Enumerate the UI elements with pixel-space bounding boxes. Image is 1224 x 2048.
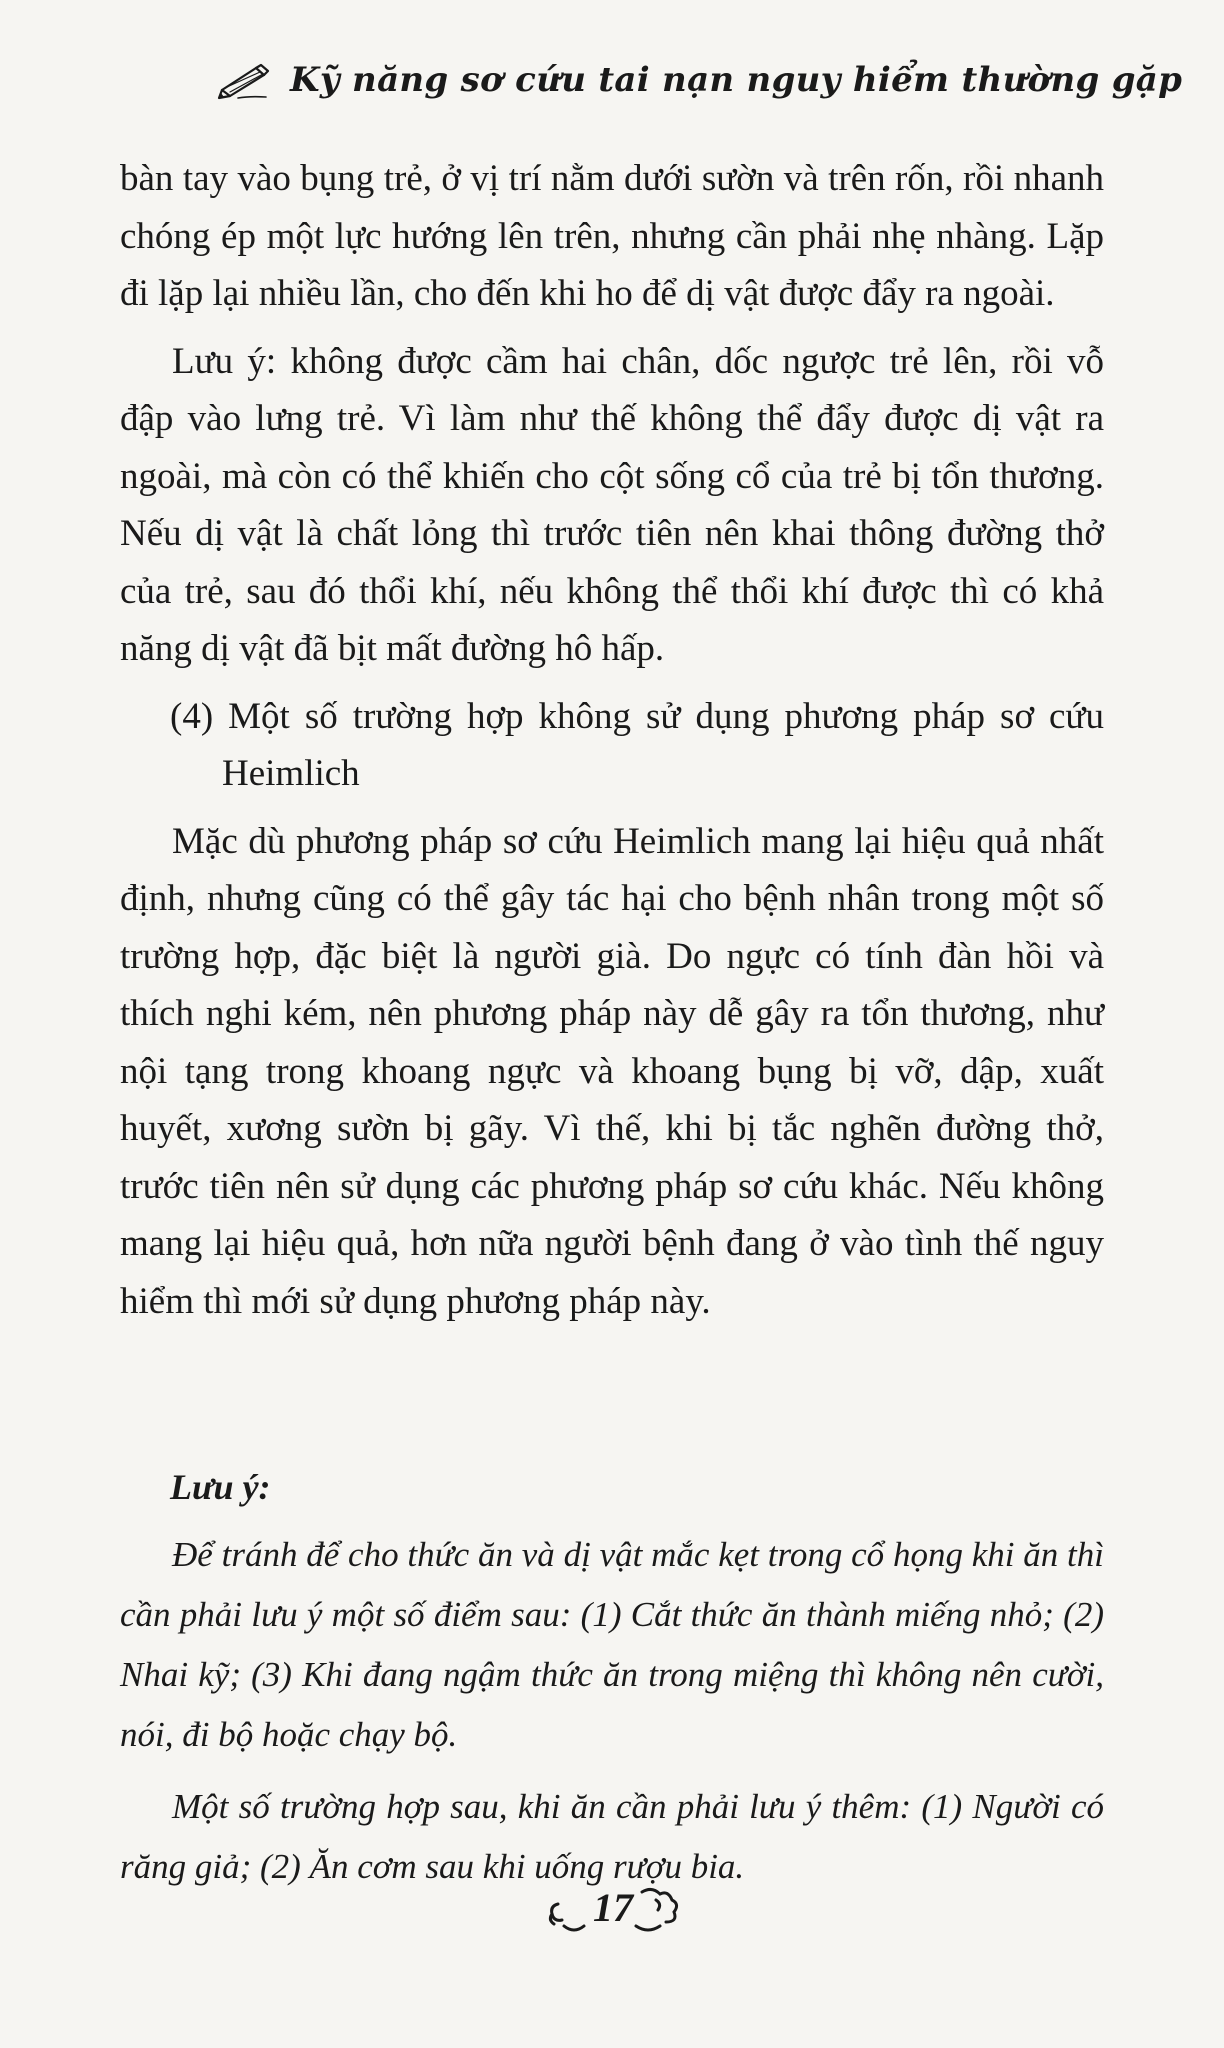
paragraph: Mặc dù phương pháp sơ cứu Heimlich mang lại hiệu quả nhất định, nhưng cũng có thể gây tác hại cho bệnh nhân trong một số trường hợp, đặc biệt là người già. Do ngực có tính đàn hồi và thích nghi kém, nên phương pháp này dễ gây ra tổn thương, như nội tạng trong khoang ngực và khoang bụng bị vỡ, dập, xuất huyết, xương sườn bị gãy. Vì thế, khi bị tắc nghẽn đường thở, trước tiên nên sử dụng các phương pháp sơ cứu khác. Nếu không mang lại hiệu quả, hơn nữa người bệnh đang ở vào tình thế nguy hiểm thì mới sử dụng phương pháp này. bbox=[120, 820, 1104, 1322]
page-number bbox=[538, 1880, 688, 1940]
paragraph: bàn tay vào bụng trẻ, ở vị trí nằm dưới sườn và trên rốn, rồi nhanh chóng ép một lực hướng lên trên, nhưng cần phải nhẹ nhàng. Lặp đi lặp lại nhiều lần, cho đến khi ho để dị vật được đẩy ra ngoài. bbox=[120, 158, 1104, 314]
note-paragraph: Để tránh để cho thức ăn và dị vật mắc kẹt trong cổ họng khi ăn thì cần phải lưu ý một số điểm sau: (1) Cắt thức ăn thành miếng nhỏ; (2) Nhai kỹ; (3) Khi đang ngậm thức ăn trong miệng thì không nên cười, nói, đi bộ hoặc chạy bộ. bbox=[120, 1535, 1104, 1754]
pencil-icon bbox=[216, 60, 272, 100]
numbered-subheading: (4) Một số trường hợp không sử dụng phương pháp sơ cứu Heimlich bbox=[170, 695, 1104, 794]
paragraph: Lưu ý: không được cầm hai chân, dốc ngược trẻ lên, rồi vỗ đập vào lưng trẻ. Vì làm như thế không thể đẩy được dị vật ra ngoài, mà còn có thể khiến cho cột sống cổ của trẻ bị tổn thương. Nếu dị vật là chất lỏng thì trước tiên nên khai thông đường thở của trẻ, sau đó thổi khí, nếu không thể thổi khí được thì có khả năng dị vật đã bịt mất đường hô hấp. bbox=[120, 340, 1104, 669]
running-header bbox=[216, 50, 1183, 110]
note-text bbox=[120, 1525, 1104, 1909]
running-header-title: Kỹ năng sơ cứu tai nạn nguy hiểm thường gặp bbox=[290, 60, 1183, 100]
page-number-value: 17 bbox=[593, 1885, 633, 1930]
note-heading: Lưu ý: bbox=[170, 1467, 271, 1507]
body-text bbox=[120, 150, 1104, 1340]
note-paragraph: Một số trường hợp sau, khi ăn cần phải lưu ý thêm: (1) Người có răng giả; (2) Ăn cơm sau khi uống rượu bia. bbox=[120, 1787, 1104, 1886]
